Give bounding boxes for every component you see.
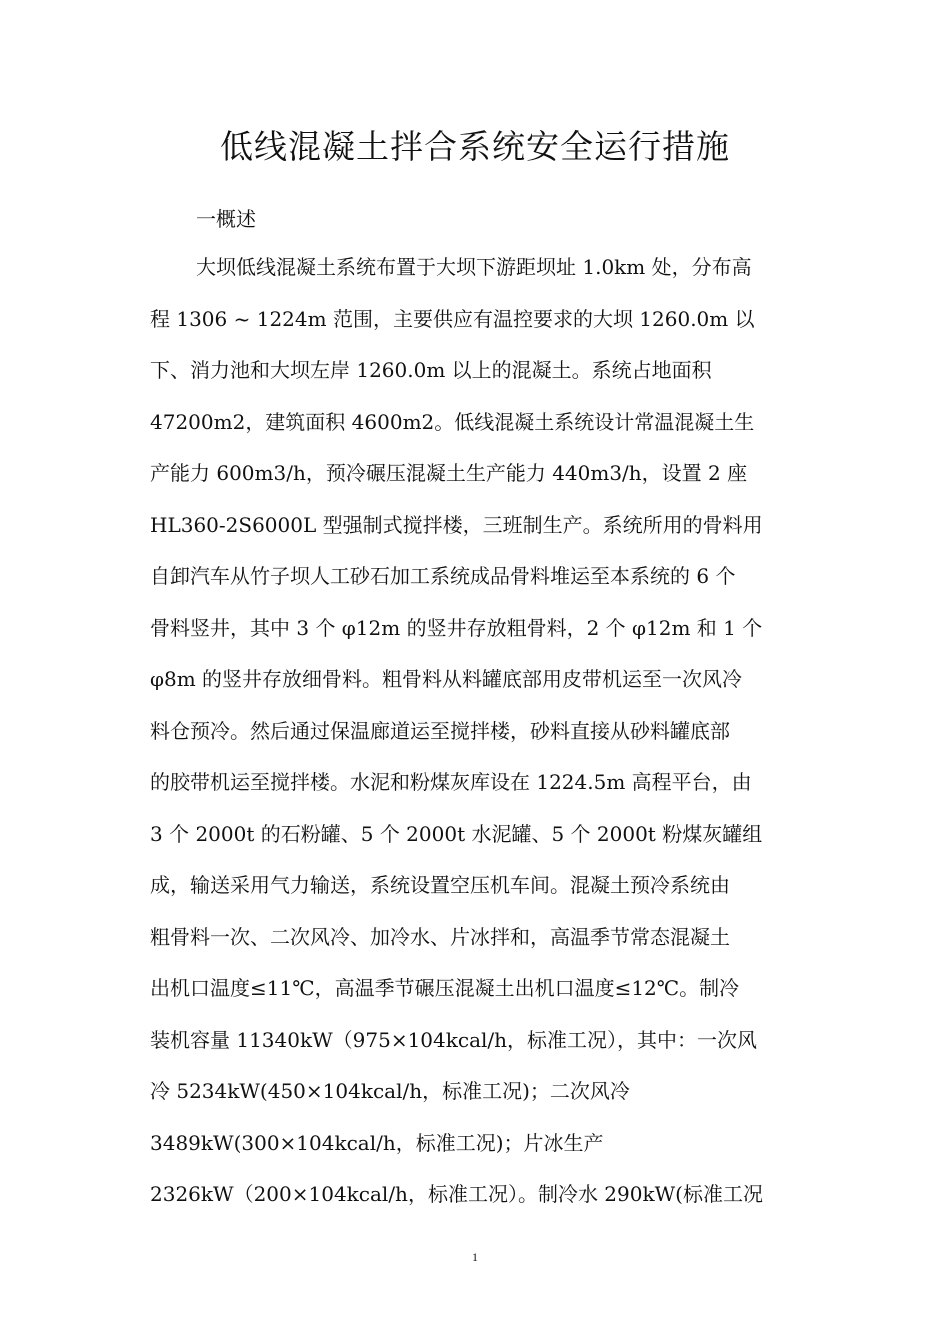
section-heading: 一概述 [196,207,256,231]
document-title: 低线混凝土拌合系统安全运行措施 [220,127,730,166]
paragraph-line: 出机口温度≤11℃，高温季节碾压混凝土出机口温度≤12℃。制冷 [150,976,740,1000]
paragraph-line: 3489kW(300×104kcal/h，标准工况)；片冰生产 [150,1131,604,1155]
paragraph-line: 冷 5234kW(450×104kcal/h，标准工况)；二次风冷 [150,1079,630,1103]
page-number: 1 [472,1250,478,1264]
paragraph-line: 大坝低线混凝土系统布置于大坝下游距坝址 1.0km 处，分布高 [196,255,752,279]
paragraph-line: 3 个 2000t 的石粉罐、5 个 2000t 水泥罐、5 个 2000t 粉煤灰罐组 [150,822,763,846]
paragraph-line: 料仓预冷。然后通过保温廊道运至搅拌楼，砂料直接从砂料罐底部 [150,719,730,743]
paragraph-line: 2326kW（200×104kcal/h，标准工况）。制冷水 290kW(标准工况 [150,1182,763,1206]
paragraph-line: 下、消力池和大坝左岸 1260.0m 以上的混凝土。系统占地面积 [150,358,712,382]
paragraph-line: 粗骨料一次、二次风冷、加冷水、片冰拌和，高温季节常态混凝土 [150,925,730,949]
paragraph-line: φ8m 的竖井存放细骨料。粗骨料从料罐底部用皮带机运至一次风冷 [150,667,743,691]
paragraph-line: 程 1306 ~ 1224m 范围，主要供应有温控要求的大坝 1260.0m 以 [150,307,755,331]
paragraph-line: HL360-2S6000L 型强制式搅拌楼，三班制生产。系统所用的骨料用 [150,513,763,537]
paragraph-line: 装机容量 11340kW（975×104kcal/h，标准工况），其中：一次风 [150,1028,758,1052]
paragraph-line: 产能力 600m3/h，预冷碾压混凝土生产能力 440m3/h，设置 2 座 [150,461,748,485]
paragraph-line: 自卸汽车从竹子坝人工砂石加工系统成品骨料堆运至本系统的 6 个 [150,564,736,588]
paragraph-line: 骨料竖井，其中 3 个 φ12m 的竖井存放粗骨料，2 个 φ12m 和 1 个 [150,616,763,640]
paragraph-line: 的胶带机运至搅拌楼。水泥和粉煤灰库设在 1224.5m 高程平台，由 [150,770,752,794]
paragraph-line: 成，输送采用气力输送，系统设置空压机车间。混凝土预冷系统由 [150,873,730,897]
paragraph-line: 47200m2，建筑面积 4600m2。低线混凝土系统设计常温混凝土生 [150,410,755,434]
